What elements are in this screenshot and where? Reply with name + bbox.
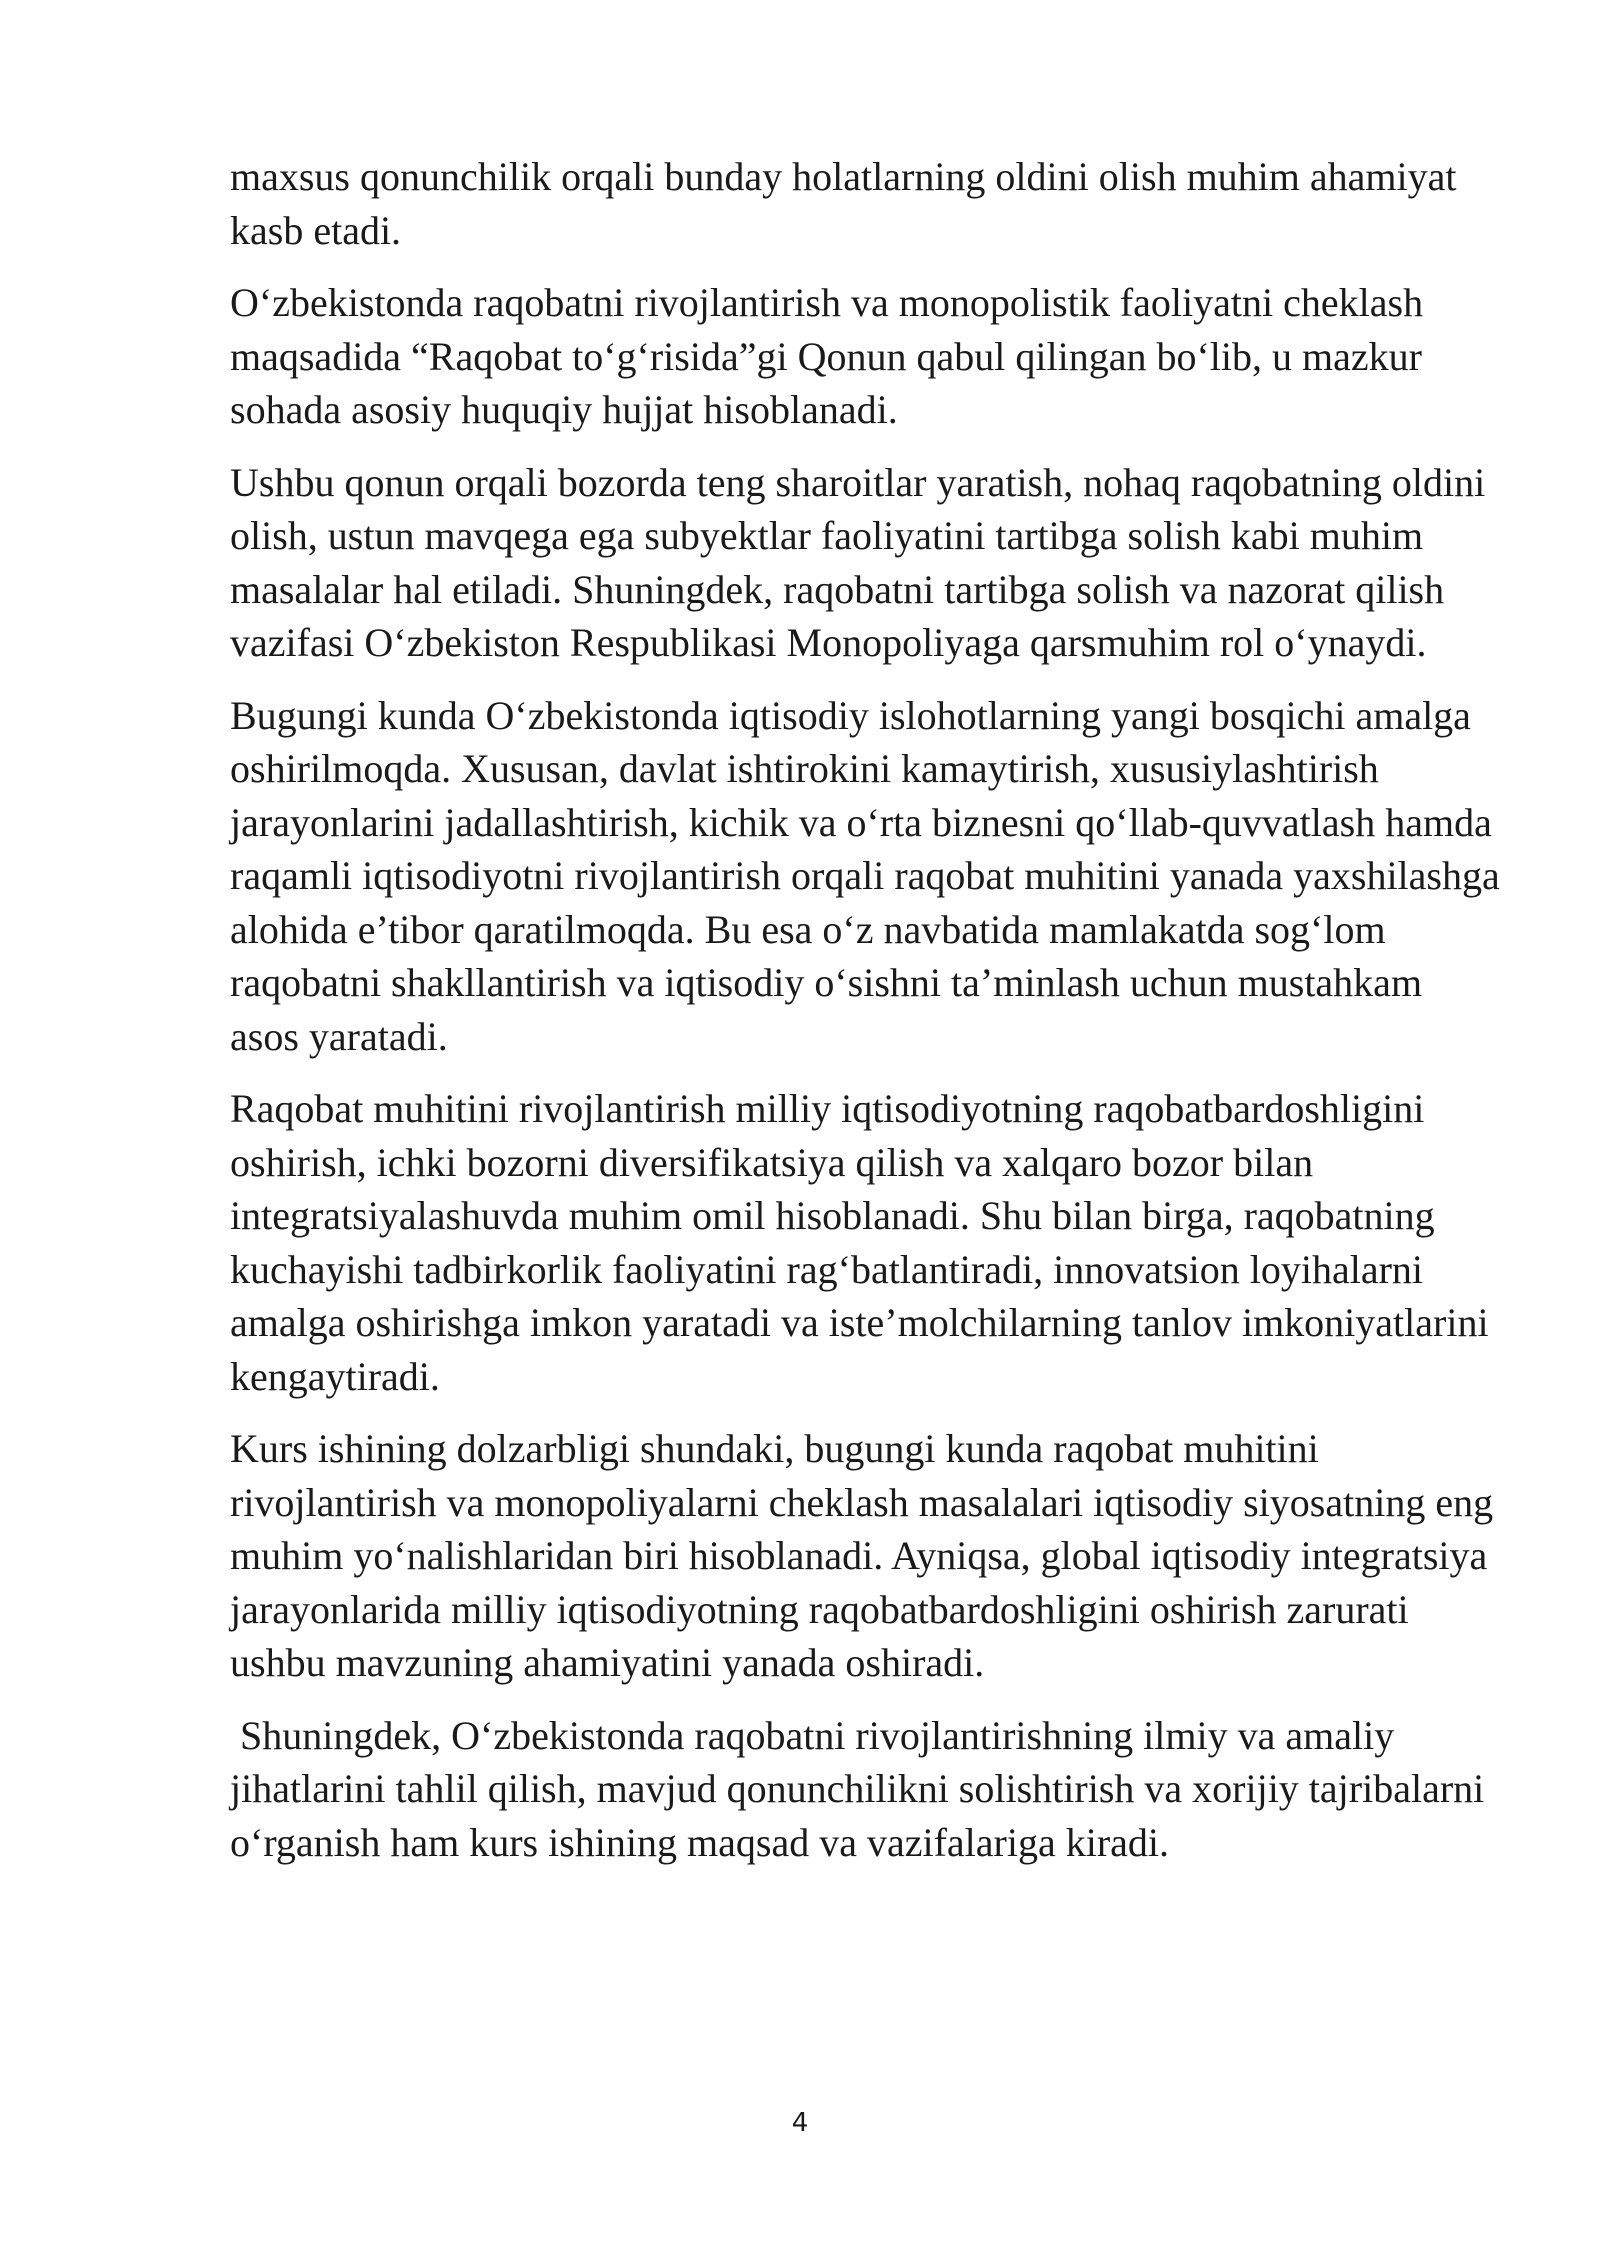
- paragraph-3: Ushbu qonun orqali bozorda teng sharoitlar yaratish, nohaq raqobatning oldini olish, ustun mavqega ega subyektlar faoliyatini tartibga solish kabi muhim masalalar hal etiladi. Shuningdek, raqobatni tartibga solish va nazorat qilish vazifasi O‘zbekiston Respublikasi Monopoliyaga qarsmuhim rol o‘ynaydi.: [230, 459, 1486, 665]
- page-number: 4: [791, 2108, 809, 2138]
- paragraph-1: maxsus qonunchilik orqali bunday holatlarning oldini olish muhim ahamiyat kasb etadi.: [230, 154, 1457, 253]
- paragraph-2: O‘zbekistonda raqobatni rivojlantirish va monopolistik faoliyatni cheklash maqsadida “Raqobat to‘g‘risida”gi Qonun qabul qilingan bo‘lib, u mazkur sohada asosiy huquqiy hujjat hisoblanadi.: [230, 280, 1424, 432]
- paragraph-5: Raqobat muhitini rivojlantirish milliy iqtisodiyotning raqobatbardoshligini oshirish, ichki bozorni diversifikatsiya qilish va xalqaro bozor bilan integratsiyalashuvda muhim omil hisoblanadi. Shu bilan birga, raqobatning kuchayishi tadbirkorlik faoliyatini rag‘batlantiradi, innovatsion loyihalarni amalga oshirishga imkon yaratadi va iste’molchilarning tanlov imkoniyatlarini kengaytiradi.: [230, 1086, 1489, 1399]
- paragraph-4: Bugungi kunda O‘zbekistonda iqtisodiy islohotlarning yangi bosqichi amalga oshirilmoqda. Xususan, davlat ishtirokini kamaytirish, xususiylashtirish jarayonlarini jadallashtirish, kichik va o‘rta biznesni qo‘llab-quvvatlash hamda raqamli iqtisodiyotni rivojlantirish orqali raqobat muhitini yanada yaxshilashga alohida e’tibor qaratilmoqda. Bu esa o‘z navbatida mamlakatda sog‘lom raqobatni shakllantirish va iqtisodiy o‘sishni ta’minlash uchun mustahkam asos yaratadi.: [230, 692, 1500, 1059]
- paragraph-6: Kurs ishining dolzarbligi shundaki, bugungi kunda raqobat muhitini rivojlantirish va monopoliyalarni cheklash masalalari iqtisodiy siyosatning eng muhim yo‘nalishlaridan biri hisoblanadi. Ayniqsa, global iqtisodiy integratsiya jarayonlarida milliy iqtisodiyotning raqobatbardoshligini oshirish zarurati ushbu mavzuning ahamiyatini yanada oshiradi.: [230, 1426, 1494, 1685]
- paragraph-7: Shuningdek, O‘zbekistonda raqobatni rivojlantirishning ilmiy va amaliy jihatlarini tahlil qilish, mavjud qonunchilikni solishtirish va xorijiy tajribalarni o‘rganish ham kurs ishining maqsad va vazifalariga kiradi.: [230, 1712, 1495, 1865]
- document-body: [230, 150, 1500, 1888]
